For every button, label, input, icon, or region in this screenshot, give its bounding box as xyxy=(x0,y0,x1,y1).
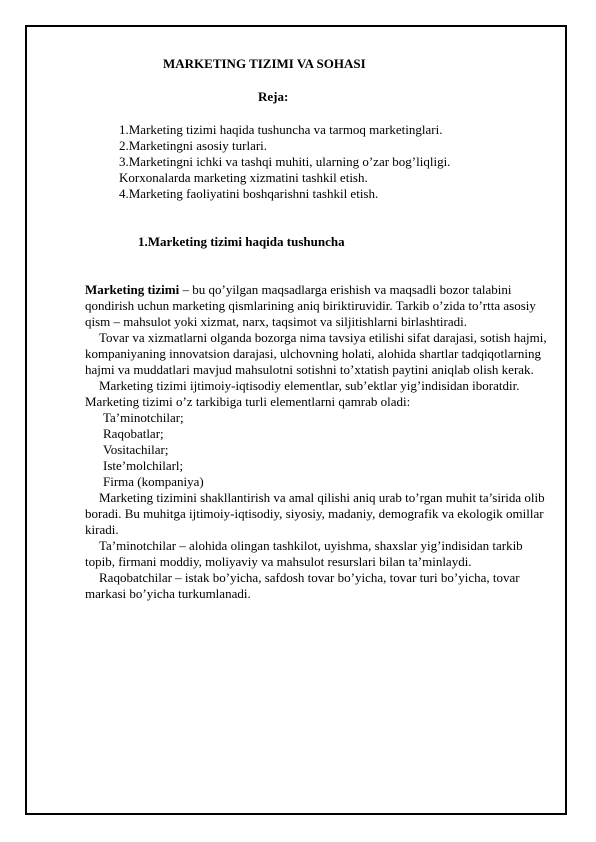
term-marketing-tizimi: Marketing tizimi xyxy=(85,282,180,297)
paragraph: Raqobatchilar – istak bo’yicha, safdosh tovar bo’yicha, tovar turi bo’yicha, tovar markasi bo’yicha turkumlanadi. xyxy=(85,570,520,601)
body-text xyxy=(85,282,555,602)
definition-text: – bu qo’yilgan maqsadlarga erishish va maqsadli bozor talabini qondirish uchun marketing qismlarining aniq biriktiruvidir. Tarkib o’zida to’rtta asosiy qism – mahsulot yoki xizmat, narx, taqsimot va siljitishlarni birlashtiradi. xyxy=(85,282,536,329)
element-item: Vositachilar; xyxy=(103,442,169,457)
plan-item: 2.Marketingni asosiy turlari. xyxy=(119,138,268,153)
plan-item: 3.Marketingni ichki va tashqi muhiti, ularning o’zar bog’liqligi. xyxy=(119,154,451,169)
paragraph: Marketing tizimini shakllantirish va amal qilishi aniq urab to’rgan muhit ta’sirida olib boradi. Bu muhitga ijtimoiy-iqtisodiy, siyosiy, madaniy, demografik va ekologik omillar kiradi. xyxy=(85,490,545,537)
section-heading: 1.Marketing tizimi haqida tushuncha xyxy=(138,234,345,249)
element-item: Firma (kompaniya) xyxy=(103,474,204,489)
paragraph: Marketing tizimi ijtimoiy-iqtisodiy elementlar, sub’ektlar yig’indisidan iboratdir. Marketing tizimi o’z tarkibiga turli elementlarni qamrab oladi: xyxy=(85,378,520,409)
plan-item: 1.Marketing tizimi haqida tushuncha va tarmoq marketinglari. xyxy=(119,122,443,137)
plan-heading: Reja: xyxy=(258,89,289,104)
element-item: Ta’minotchilar; xyxy=(103,410,184,425)
paragraph: Tovar va xizmatlarni olganda bozorga nima tavsiya etilishi sifat darajasi, sotish hajmi, kompaniyaning innovatsion darajasi, ulchovning holati, alohida shartlar tadqiqotlarning hajmi va muddatlari mavjud mahsulotni sotishni to’xtatish paytini aniqlab olish kerak. xyxy=(85,330,547,377)
plan-item: 4.Marketing faoliyatini boshqarishni tashkil etish. xyxy=(119,186,379,201)
plan-item: Korxonalarda marketing xizmatini tashkil etish. xyxy=(119,170,368,185)
paragraph-definition xyxy=(85,282,555,330)
plan-list xyxy=(119,122,539,202)
paragraph: Ta’minotchilar – alohida olingan tashkilot, uyishma, shaxslar yig’indisidan tarkib topib, firmani moddiy, moliyaviy va mahsulot resurslari bilan ta’minlaydi. xyxy=(85,538,523,569)
element-item: Iste’molchilarl; xyxy=(103,458,184,473)
element-item: Raqobatlar; xyxy=(103,426,164,441)
document-title: MARKETING TIZIMI VA SOHASI xyxy=(163,56,366,71)
